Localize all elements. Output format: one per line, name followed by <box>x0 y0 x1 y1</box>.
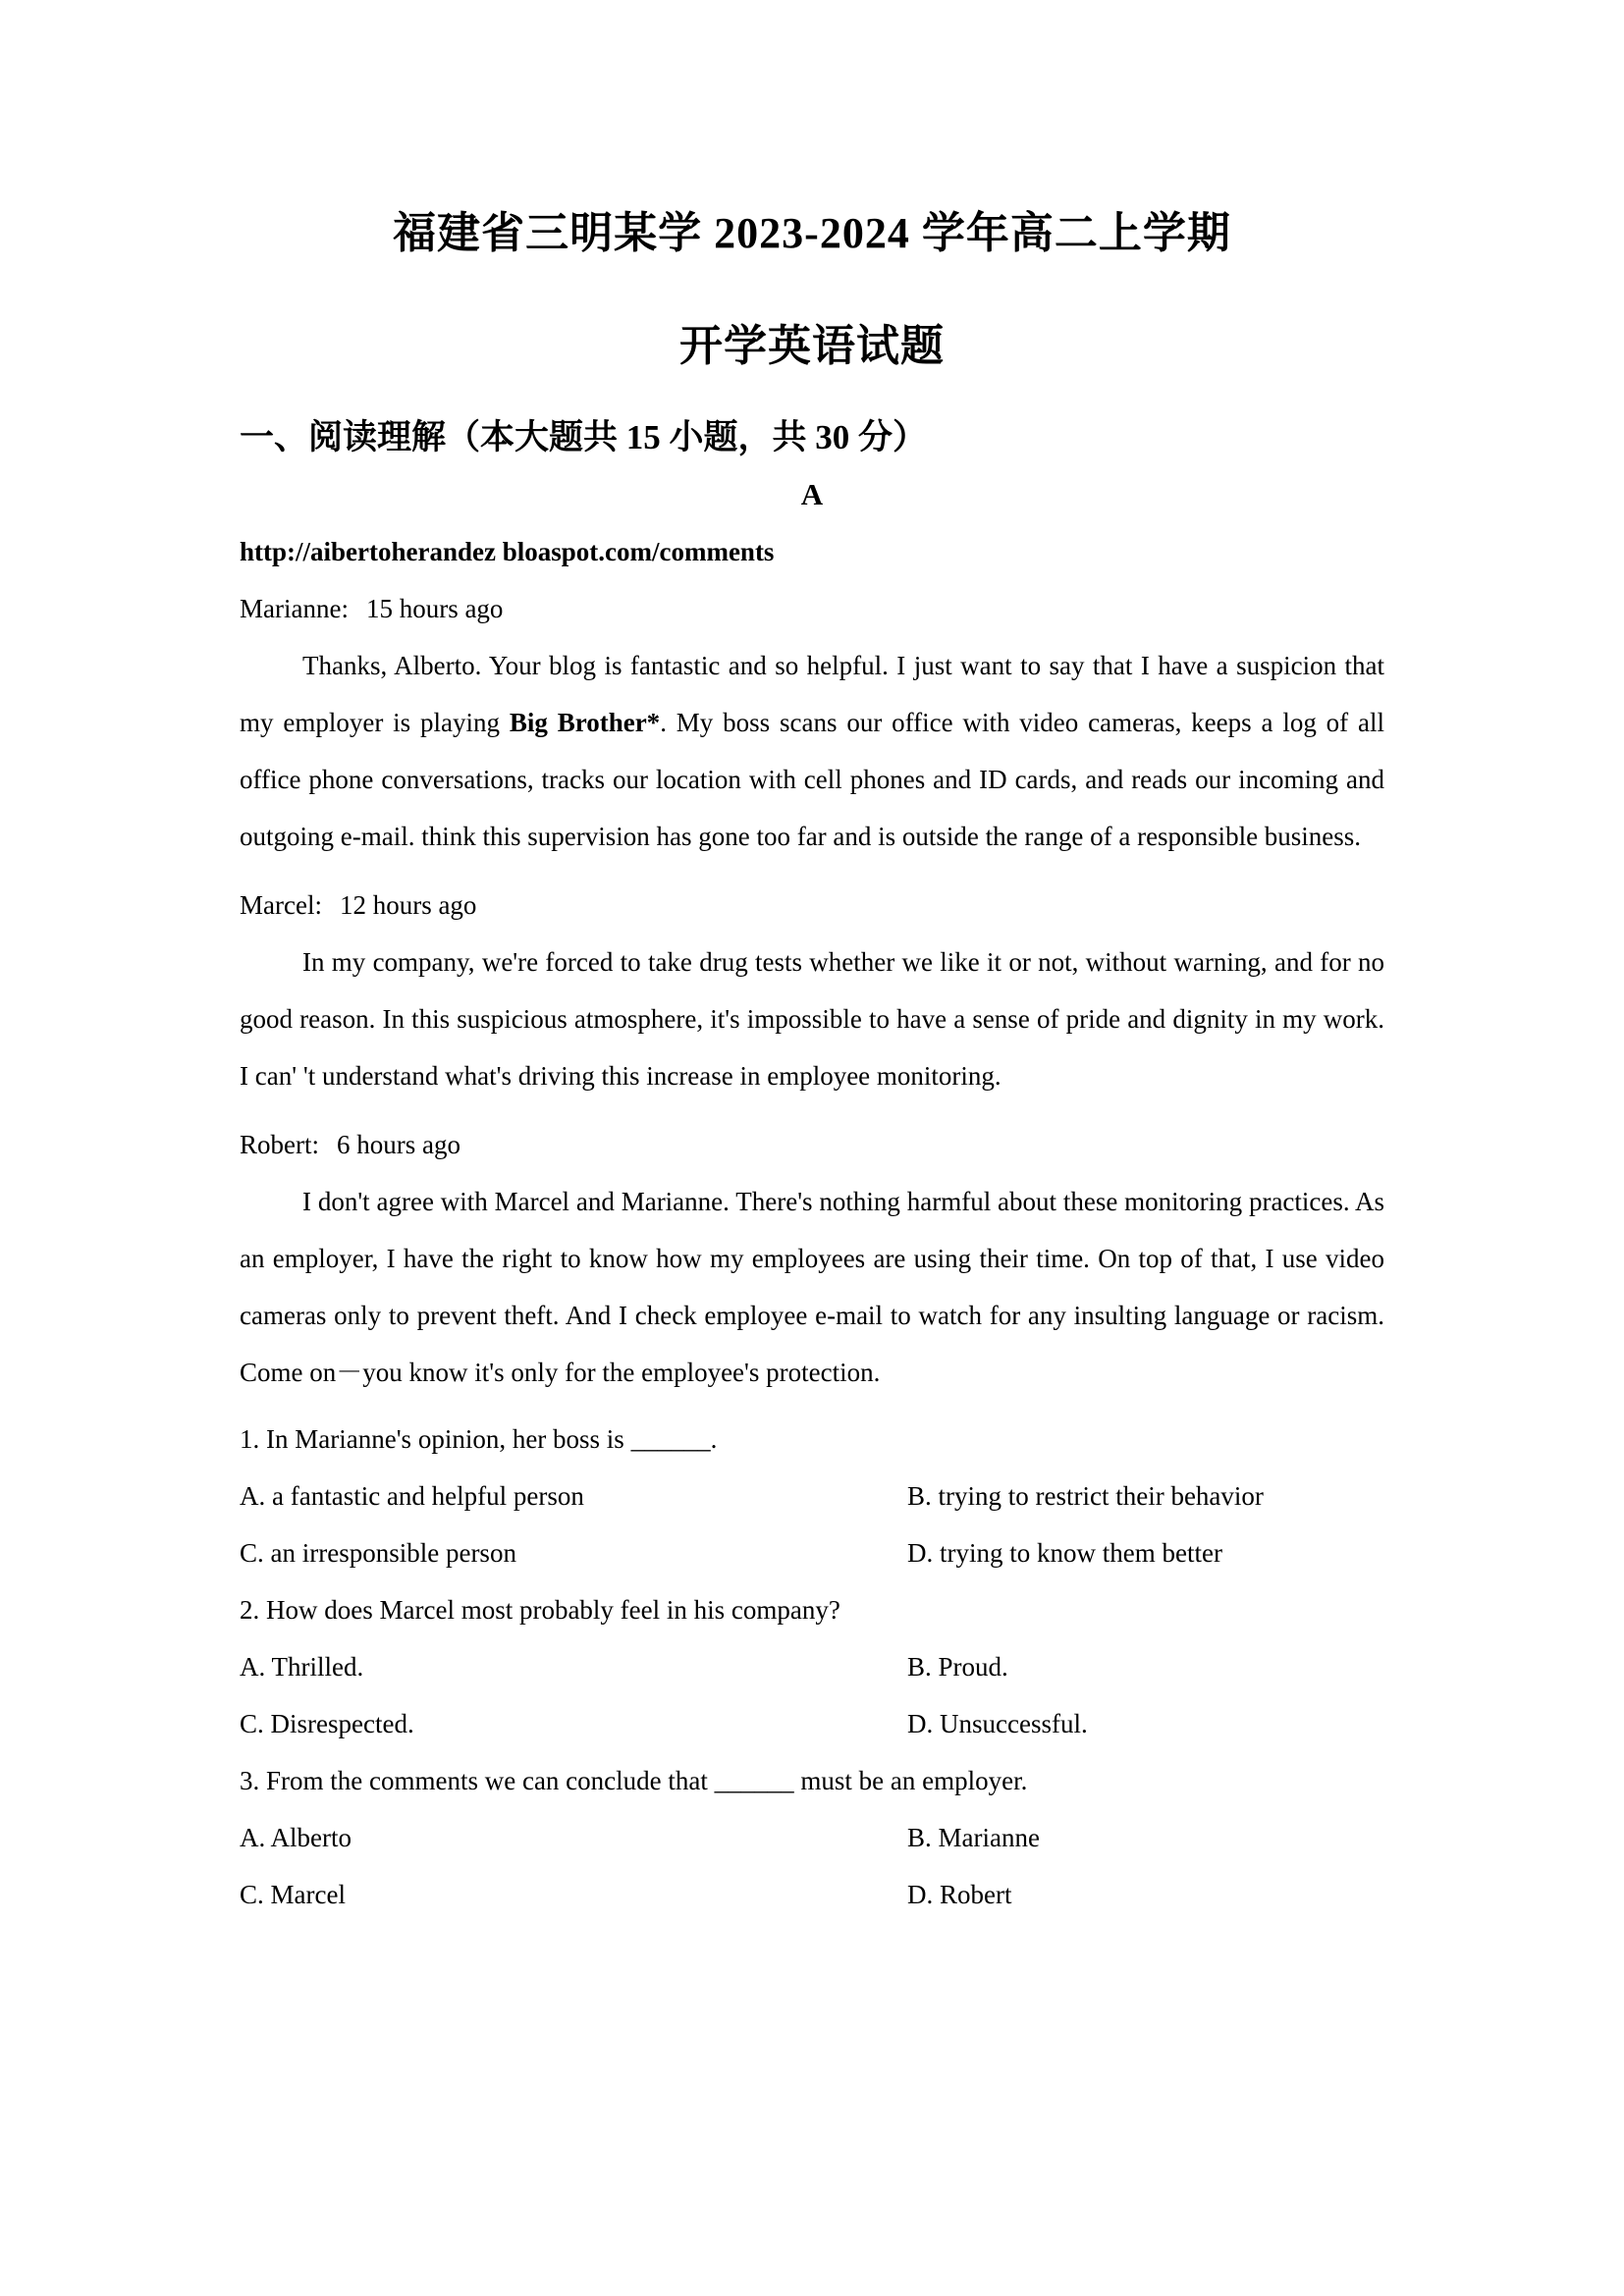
comment-timestamp: 6 hours ago <box>337 1129 460 1159</box>
questions-section <box>240 1411 1384 1923</box>
comment-author-line <box>240 580 1384 637</box>
question-2 <box>240 1581 1384 1752</box>
comment-text-bold: Big Brother* <box>509 707 661 737</box>
question-1-option-a: A. a fantastic and helpful person <box>240 1480 584 1511</box>
comment-timestamp: 15 hours ago <box>365 593 504 623</box>
comment-author: Marcel: <box>240 889 322 920</box>
question-2-option-c: C. Disrespected. <box>240 1708 414 1738</box>
exam-title-line1: 福建省三明某学 2023-2024 学年高二上学期 <box>393 209 1231 257</box>
question-3-option-c: C. Marcel <box>240 1879 346 1909</box>
comment-author-line <box>240 877 1384 934</box>
comment-author: Marianne: <box>240 593 349 623</box>
comment-text-pre: I don't agree with Marcel and Marianne. There's nothing harmful about these monitoring practices. As an employer, I have the right to know how my employees are using their time. On top of that, I use video cameras only to prevent theft. And I check employee e-mail to watch for any insulting language or racism. Come on－you know it's only for the employee's protection. <box>240 1186 1384 1387</box>
question-2-option-d: D. Unsuccessful. <box>907 1708 1088 1738</box>
comment-author-line <box>240 1116 1384 1173</box>
question-2-options-row-ab <box>240 1638 1384 1695</box>
passage-label: A <box>800 476 824 511</box>
section-heading: 一、阅读理解（本大题共 15 小题，共 30 分） <box>240 417 928 456</box>
question-3-options-row-ab <box>240 1809 1384 1866</box>
comment-text-pre: In my company, we're forced to take drug tests whether we like it or not, without warning, and for no good reason. In this suspicious atmosphere, it's impossible to have a sense of pride and dignity in my work. I can' 't understand what's driving this increase in employee monitoring. <box>240 946 1384 1091</box>
comment-text-post: . My boss scans our office with video cameras, keeps a log of all office phone conversations, tracks our location with cell phones and ID cards, and reads our incoming and outgoing e-mail. think this supervision has gone too far and is outside the range of a responsible business. <box>240 707 1384 851</box>
question-3-stem: 3. From the comments we can conclude that ______ must be an employer. <box>240 1765 1028 1795</box>
question-1-stem: 1. In Marianne's opinion, her boss is ______. <box>240 1423 718 1454</box>
question-2-option-a: A. Thrilled. <box>240 1651 364 1682</box>
comment-marcel <box>240 877 1384 1104</box>
question-2-options-row-cd <box>240 1695 1384 1752</box>
comment-text-pre: Thanks, Alberto. Your blog is fantastic and so helpful. I just want to say that I have a suspicion that my employer is playing <box>240 650 1384 737</box>
question-3-option-a: A. Alberto <box>240 1822 352 1852</box>
question-2-stem: 2. How does Marcel most probably feel in his company? <box>240 1594 840 1625</box>
comment-author: Robert: <box>240 1129 319 1159</box>
comment-robert <box>240 1116 1384 1401</box>
question-3-option-b: B. Marianne <box>907 1822 1040 1852</box>
question-1-option-c: C. an irresponsible person <box>240 1537 516 1568</box>
question-1 <box>240 1411 1384 1581</box>
comment-timestamp: 12 hours ago <box>339 889 477 920</box>
question-2-option-b: B. Proud. <box>907 1651 1008 1682</box>
question-3-option-d: D. Robert <box>907 1879 1012 1909</box>
question-1-options-row-ab <box>240 1468 1384 1524</box>
question-1-options-row-cd <box>240 1524 1384 1581</box>
question-1-option-d: D. trying to know them better <box>907 1537 1222 1568</box>
comment-paragraph <box>240 934 1384 1104</box>
question-3 <box>240 1752 1384 1923</box>
comment-paragraph <box>240 1173 1384 1401</box>
question-3-options-row-cd <box>240 1866 1384 1923</box>
comment-paragraph <box>240 637 1384 865</box>
question-1-option-b: B. trying to restrict their behavior <box>907 1480 1264 1511</box>
blog-url: http://aibertoherandez bloaspot.com/comments <box>240 536 775 566</box>
comment-marianne <box>240 580 1384 865</box>
exam-title-line2: 开学英语试题 <box>679 321 945 370</box>
